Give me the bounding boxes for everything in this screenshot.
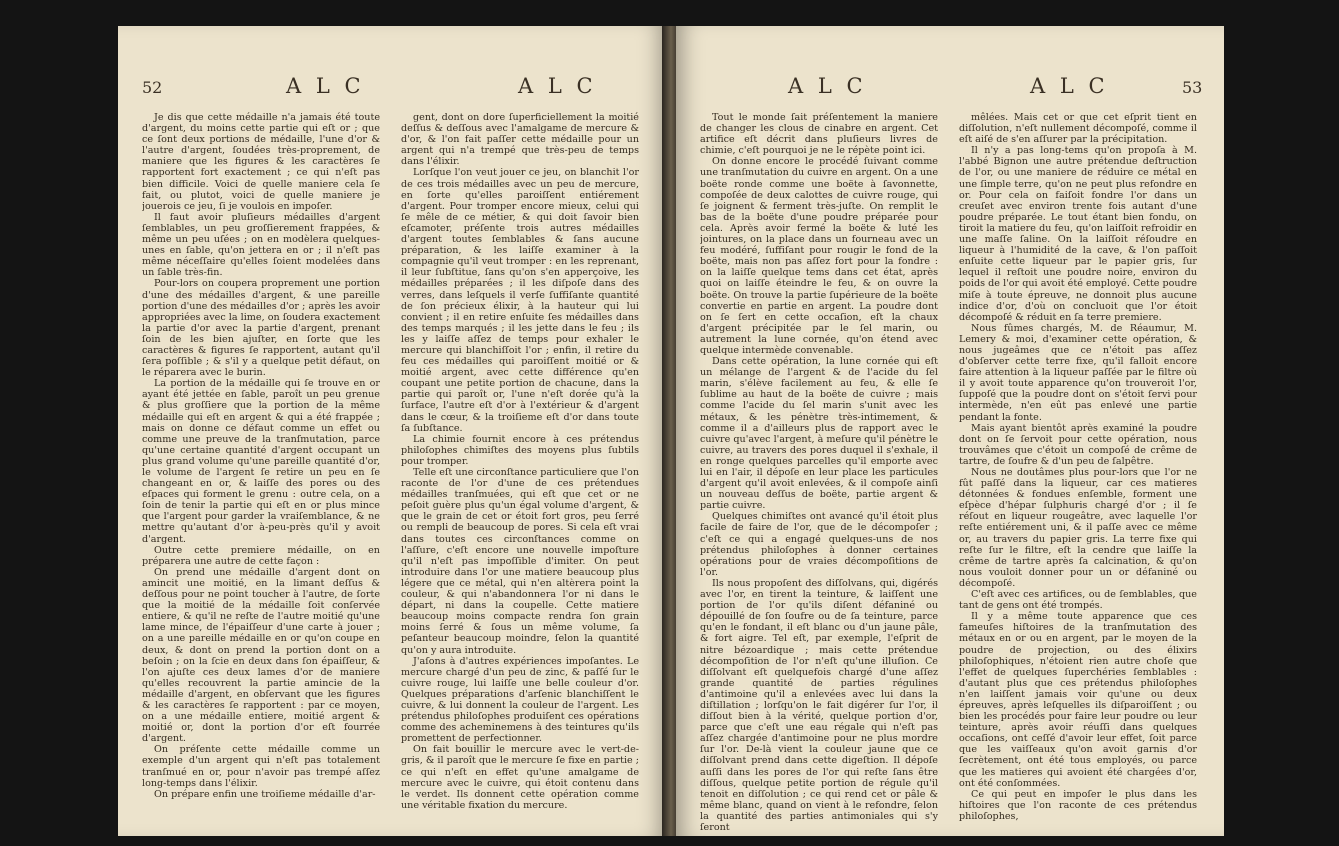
paragraph: Il y a même toute apparence que ces fameuſes hiſtoires de la tranſmutation des métaux en or ou en argent, par le moyen de la poudre de projection, ou des élixirs philoſophiques, n'étoient rien autre choſe que l'effet de quelques ſuperchéries ſemblables : d'autant plus que ces prétendus philoſophes n'en laiſſent jamais voir qu'une ou deux épreuves, après leſquelles ils diſparoiſſent ; ou bien les procédés pour faire leur poudre ou leur teinture, après avoir réuſſi dans quelques occaſions, ont ceſſé d'avoir leur effet, ſoit parce que les vaiſſeaux qu'on avoit garnis d'or ſecrètement, ont été tous employés, ou parce que les matieres qui avoient été chargées d'or, ont été conſommées.: [959, 611, 1197, 789]
paragraph: Lorſque l'on veut jouer ce jeu, on blanchit l'or de ces trois médailles avec un peu de mercure, en ſorte qu'elles paroiſſent entiérement d'argent. Pour tromper encore mieux, celui qui ſe mêle de ce métier, & qui doit ſavoir bien eſcamoter, préſente trois autres médailles d'argent toutes ſemblables & ſans aucune préparation, & les laiſſe examiner à la compagnie qu'il veut tromper : en les reprenant, il leur ſubſtitue, ſans qu'on s'en apperçoive, les médailles préparées ; il les diſpoſe dans des verres, dans leſquels il verſe ſuffiſante quantité de ſon précieux élixir, à la hauteur qui lui convient ; il en retire enſuite ſes médailles dans des temps marqués ; il les jette dans le feu ; ils les y laiſſe aſſez de temps pour exhaler le mercure qui blanchiſſoit l'or ; enfin, il retire du feu ces médailles qui paroiſſent moitié or & moitié argent, avec cette différence qu'en coupant une petite portion de chacune, dans la partie qui paroît or, l'une n'eſt dorée qu'à la ſurface, l'autre eſt d'or à l'extérieur & d'argent dans le cœur, & la troiſieme eſt d'or dans toute ſa ſubſtance.: [401, 167, 639, 434]
paragraph: La chimie fournit encore à ces prétendus philoſophes chimiſtes des moyens plus ſubtils pour tromper.: [401, 433, 639, 467]
paragraph: On préſente cette médaille comme un exemple d'un argent qui n'eſt pas totalement tranſmué en or, pour n'avoir pas trempé aſſez long-temps dans l'élixir.: [142, 744, 380, 789]
paragraph: Nous fûmes chargés, M. de Réaumur, M. Lemery & moi, d'examiner cette opération, & nous jugeâmes que ce n'étoit pas aſſez d'obſerver cette terre fixe, qu'il falloit encore faire attention à la liqueur paſſée par le filtre où il y avoit toute apparence qu'on trouveroit l'or, ſuppoſé que la poudre dont on s'étoit ſervi pour intermède, n'en eût pas enlevé une partie pendant la fonte.: [959, 322, 1197, 423]
paragraph: gent, dont on dore ſuperficiellement la moitié deſſus & deſſous avec l'amalgame de mercure & d'or, & l'on fait paſſer cette médaille pour un argent qui n'a trempé que très-peu de temps dans l'élixir.: [401, 112, 639, 168]
paragraph: mêlées. Mais cet or que cet eſprit tient en diſſolution, n'eſt nullement décompoſé, comme il eſt aiſé de s'en aſſurer par la précipitation.: [959, 112, 1197, 146]
running-header-right: A L C: [1030, 74, 1109, 98]
paragraph: Telle eſt une circonſtance particuliere que l'on raconte de l'or d'une de ces prétendues médailles tranſmuées, qui eſt que cet or ne peſoit guère plus qu'un égal volume d'argent, & que le grain de cet or étoit fort gros, peu ſerré ou rempli de beaucoup de pores. Si cela eſt vrai dans toutes ces circonſtances comme on l'aſſure, c'eſt encore une nouvelle impoſture qu'il n'eſt pas impoſſible d'imiter. On peut introduire dans l'or une matiere beaucoup plus légere que ce métal, qui n'en altèrera point la couleur, & qui n'abandonnera l'or ni dans le départ, ni dans la coupelle. Cette matiere beaucoup moins compacte rendra ſon grain moins ſerré & ſous un même volume, ſa peſanteur beaucoup moindre, ſelon la quantité qu'on y aura introduite.: [401, 467, 639, 656]
paragraph: Il faut avoir pluſieurs médailles d'argent ſemblables, un peu groſſierement frappées, & même un peu uſées ; on en modèlera quelques-unes en ſable, qu'on jettera en or ; il n'eſt pas même néceſſaire qu'elles ſoient modelées dans un ſable très-fin.: [142, 211, 380, 279]
left-page: [118, 26, 666, 836]
running-header-right: A L C: [518, 74, 597, 98]
text-column-2: [959, 112, 1197, 832]
running-header-left: A L C: [788, 74, 867, 98]
paragraph: Mais ayant bientôt après examiné la poudre dont on ſe ſervoit pour cette opération, nous trouvâmes que c'étoit un compoſé de crême de tartre, de ſoufre & d'un peu de ſalpêtre.: [959, 422, 1197, 467]
paragraph: Tout le monde ſait préſentement la maniere de changer les clous de cinabre en argent. Cet artifice eſt décrit dans pluſieurs livres de chimie, c'eſt pourquoi je ne le répète point ici.: [700, 112, 938, 157]
paragraph: Dans cette opération, la lune cornée qui eſt un mélange de l'argent & de l'acide du ſel marin, s'élève facilement au feu, & elle ſe ſublime au haut de la boëte de cuivre ; mais comme l'acide du ſel marin s'unit avec les métaux, & les pénètre très-intimement, & comme il a d'ailleurs plus de rapport avec le cuivre qu'avec l'argent, à meſure qu'il pénètre le cuivre, au travers des pores duquel il s'exhale, il en ronge quelques parcelles qu'il emporte avec lui en l'air, il dépoſe en leur place les particules d'argent qu'il avoit enlevées, & il compoſe ainſi un nouveau deſſus de boëte, partie argent & partie cuivre.: [700, 356, 938, 512]
paragraph: Ce qui peut en impoſer le plus dans les hiſtoires que l'on raconte de ces prétendus philoſophes,: [959, 788, 1197, 822]
paragraph: Je dis que cette médaille n'a jamais été toute d'argent, du moins cette partie qui eſt or ; que ce ſont deux portions de médaille, l'une d'or & l'autre d'argent, ſoudées très-proprement, de maniere que les figures & les caractères ſe rapportent fort exactement ; ce qui n'eſt pas bien difficile. Voici de quelle maniere cela ſe fait, ou plutot, voici de quelle maniere je jouerois ce jeu, ſi je voulois en impoſer.: [142, 112, 380, 212]
paragraph: C'eſt avec ces artifices, ou de ſemblables, que tant de gens ont été trompés.: [959, 589, 1197, 612]
paragraph: Pour-lors on coupera proprement une portion d'une des médailles d'argent, & une pareille portion d'une des médailles d'or ; après les avoir appropriées avec la lime, on ſoudera exactement la partie d'or avec la partie d'argent, prenant ſoin de les bien ajuſter, en ſorte que les caractères & figures ſe rapportent, autant qu'il ſera poſſible ; & s'il y a quelque petit défaut, on le réparera avec le burin.: [142, 278, 380, 379]
paragraph: La portion de la médaille qui ſe trouve en or ayant été jettée en ſable, paroît un peu grenue & plus groſſiere que la portion de la même médaille qui eſt en argent & qui a été frappée ; mais on donne ce défaut comme un effet ou comme une preuve de la tranſmutation, parce qu'une certaine quantité d'argent occupant un plus grand volume qu'une pareille quantité d'or, le volume de l'argent ſe retire un peu en ſe changeant en or, & laiſſe des pores ou des eſpaces qui forment le grenu : outre cela, on a ſoin de tenir la partie qui eſt en or plus mince que l'argent pour garder la vraiſemblance, & ne mettre qu'autant d'or à-peu-près qu'il y avoit d'argent.: [142, 378, 380, 545]
paragraph: Il n'y a pas long-tems qu'on propoſa à M. l'abbé Bignon une autre prétendue deſtruction de l'or, ou une maniere de réduire ce métal en une ſimple terre, qu'on ne peut plus refondre en or. Pour cela on faiſoit fondre l'or dans un creuſet avec environ trente fois autant d'une poudre préparée. Le tout étant bien fondu, on tiroit la matiere du feu, qu'on laiſſoit refroidir en une maſſe ſaline. On la laiſſoit réſoudre en liqueur à l'humidité de la cave, & l'on paſſoit enſuite cette liqueur par le papier gris, ſur lequel il reſtoit une poudre noire, environ du poids de l'or qui avoit été employé. Cette poudre miſe à toute épreuve, ne donnoit plus aucune indice d'or, d'où on concluoit que l'or étoit décompoſé & réduit en ſa terre premiere.: [959, 145, 1197, 323]
paragraph: On donne encore le procédé ſuivant comme une tranſmutation du cuivre en argent. On a une boëte ronde comme une boëte à ſavonnette, compoſée de deux calottes de cuivre rouge, qui ſe joignent & ferment très-juſte. On remplit le bas de la boëte d'une poudre préparée pour cela. Après avoir fermé la boëte & luté les jointures, on la place dans un fourneau avec un feu modéré, ſuffiſant pour rougir le fond de la boëte, mais non pas aſſez fort pour la fondre : on la laiſſe quelque tems dans cet état, après quoi on laiſſe éteindre le feu, & on ouvre la boëte. On trouve la partie ſupérieure de la boëte convertie en partie en argent. La poudre dont on ſe ſert en cette occaſion, eſt la chaux d'argent précipitée par le ſel marin, ou autrement la lune cornée, qu'on étend avec quelque intermède convenable.: [700, 156, 938, 356]
running-header-left: A L C: [286, 74, 365, 98]
text-column-1: [700, 112, 938, 832]
paragraph: Nous ne doutâmes plus pour-lors que l'or ne fût paſſé dans la liqueur, car ces matieres détonnées & fondues enſemble, forment une eſpèce d'hépar ſulphuris chargé d'or ; il ſe réſout en liqueur rougeâtre, avec laquelle l'or reſte entiérement uni, & il paſſe avec ce même or, au travers du papier gris. La terre fixe qui reſte ſur le filtre, eſt la cendre que laiſſe la crême de tartre après ſa calcination, & qu'on nous vouloit donner pour un or défaniné ou décompoſé.: [959, 467, 1197, 589]
page-number: 53: [1182, 78, 1203, 97]
text-column-1: [142, 112, 380, 832]
right-page: [676, 26, 1224, 836]
paragraph: On fait bouillir le mercure avec le vert-de-gris, & il paroît que le mercure ſe fixe en partie ; ce qui n'eſt en effet qu'une amalgame de mercure avec le cuivre, qui étoit contenu dans le verdet. Ils donnent cette opération comme une véritable fixation du mercure.: [401, 744, 639, 811]
paragraph: J'aſons à d'autres expériences impoſantes. Le mercure chargé d'un peu de zinc, & paſſé ſur le cuivre rouge, lui laiſſe une belle couleur d'or. Quelques préparations d'arſenic blanchiſſent le cuivre, & lui donnent la couleur de l'argent. Les prétendus philoſophes produiſent ces opérations comme des acheminemens à des teintures qu'ils promettent de perfectionner.: [401, 655, 639, 745]
paragraph: Outre cette premiere médaille, on en préparera une autre de cette façon :: [142, 544, 380, 567]
paragraph: On prépare enfin une troiſieme médaille d'ar-: [154, 788, 376, 800]
paragraph: Ils nous propoſent des diſſolvans, qui, digérés avec l'or, en tirent la teinture, & laiſſent une portion de l'or qu'ils diſent défaniné ou dépouillé de ſon ſoufre ou de ſa teinture, parce qu'en le fondant, il eſt blanc ou d'un jaune pâle, & fort aigre. Tel eſt, par exemple, l'eſprit de nitre bézoardique ; mais cette prétendue décompoſition de l'or n'eſt qu'une illuſion. Ce diſſolvant eſt quelquefois chargé d'une aſſez grande quantité de parties régulines d'antimoine qu'il a enlevées avec lui dans la diſtillation ; lorſqu'on le fait digérer ſur l'or, il diſſout bien à la vérité, quelque portion d'or, parce que c'eſt une eau régale qui n'eſt pas aſſez chargée d'antimoine pour ne plus mordre ſur l'or. De-là vient la couleur jaune que ce diſſolvant prend dans cette digeſtion. Il dépoſe auſſi dans les pores de l'or qui reſte ſans être diſſous, quelque petite portion de régule qu'il tenoit en diſſolution ; ce qui rend cet or pâle & même blanc, quand on vient à le refondre, ſelon la quantité des parties antimoniales qui s'y ſeront: [700, 577, 938, 832]
page-number: 52: [142, 78, 163, 97]
text-column-2: [401, 112, 639, 832]
paragraph: Quelques chimiſtes ont avancé qu'il étoit plus facile de faire de l'or, que de le décompoſer ; c'eſt ce qui a engagé quelques-uns de nos prétendus philoſophes à donner certaines opérations pour de vraies décompoſitions de l'or.: [700, 511, 938, 578]
paragraph: On prend une médaille d'argent dont on amincit une moitié, en la limant deſſus & deſſous pour ne point toucher à l'autre, de ſorte que la moitié de la médaille ſoit conſervée entiere, & qu'il ne reſte de l'autre moitié qu'une lame mince, de l'épaiſſeur d'une carte à jouer ; on a une pareille médaille en or qu'on coupe en deux, & dont on prend la portion dont on a beſoin ; on la ſcie en deux dans ſon épaiſſeur, & l'on ajuſte ces deux lames d'or de maniere qu'elles recouvrent la partie amincie de la médaille d'argent, en obſervant que les figures & les caractères ſe rapportent : par ce moyen, on a une médaille entiere, moitié argent & moitié or, dont la portion d'or eſt fourrée d'argent.: [142, 566, 380, 745]
